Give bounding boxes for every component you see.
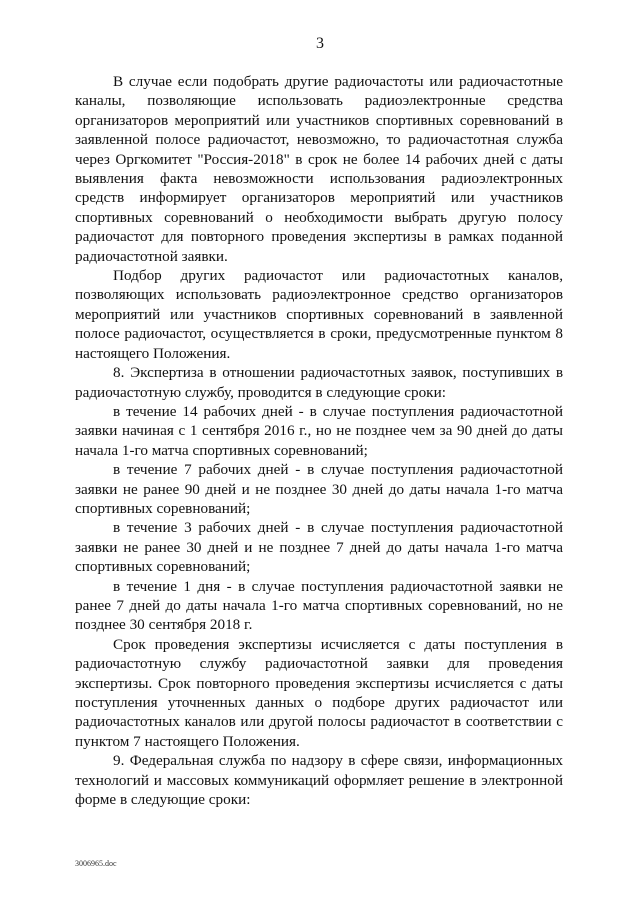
list-item: в течение 3 рабочих дней - в случае поступления радиочастотной заявки не ранее 30 дней и не позднее 7 дней до даты начала 1-го матча спортивных соревнований; bbox=[75, 519, 563, 576]
list-item: в течение 1 дня - в случае поступления радиочастотной заявки не ранее 7 дней до даты начала 1-го матча спортивных соревнований, но не позднее 30 сентября 2018 г. bbox=[75, 577, 563, 634]
paragraph: 8. Экспертиза в отношении радиочастотных заявок, поступивших в радиочастотную службу, проводится в следующие сроки: bbox=[75, 364, 563, 401]
paragraph: Срок проведения экспертизы исчисляется с даты поступления в радиочастотную службу радиочастотной заявки для проведения экспертизы. Срок повторного проведения экспертизы исчисляется с даты поступления уточненных данных о подборе других радиочастот или радиочастотных каналов или другой полосы радиочастот в соответствии с пунктом 7 настоящего Положения. bbox=[75, 635, 563, 750]
list-item: в течение 14 рабочих дней - в случае поступления радиочастотной заявки начиная с 1 сентября 2016 г., но не позднее чем за 90 дней до даты начала 1-го матча спортивных соревнований; bbox=[75, 402, 563, 459]
page-number: 3 bbox=[316, 35, 324, 52]
footer-filename: 3006965.doc bbox=[75, 859, 117, 868]
list-item: в течение 7 рабочих дней - в случае поступления радиочастотной заявки не ранее 90 дней и не позднее 30 дней до даты начала 1-го матча спортивных соревнований; bbox=[75, 461, 563, 517]
paragraph: В случае если подобрать другие радиочастоты или радиочастотные каналы, позволяющие использовать радиоэлектронные средства организаторов мероприятий или участников спортивных соревнований в заявленной полосе радиочастот, невозможно, то радиочастотная служба через Оргкомитет "Россия-2018" в срок не более 14 рабочих дней с даты выявления факта невозможности использования радиоэлектронных средств информирует организаторов мероприятий или участников спортивных соревнований о необходимости выбрать другую полосу радиочастот для повторного проведения экспертизы в рамках поданной радиочастотной заявки. bbox=[75, 73, 563, 265]
paragraph: 9. Федеральная служба по надзору в сфере связи, информационных технологий и массовых коммуникаций оформляет решение в электронной форме в следующие сроки: bbox=[75, 752, 563, 809]
paragraph: Подбор других радиочастот или радиочастотных каналов, позволяющих использовать радиоэлектронное средство организаторов мероприятий или участников спортивных соревнований в заявленной полосе радиочастот, осуществляется в сроки, предусмотренные пунктом 8 настоящего Положения. bbox=[75, 267, 563, 362]
document-body bbox=[75, 72, 563, 809]
